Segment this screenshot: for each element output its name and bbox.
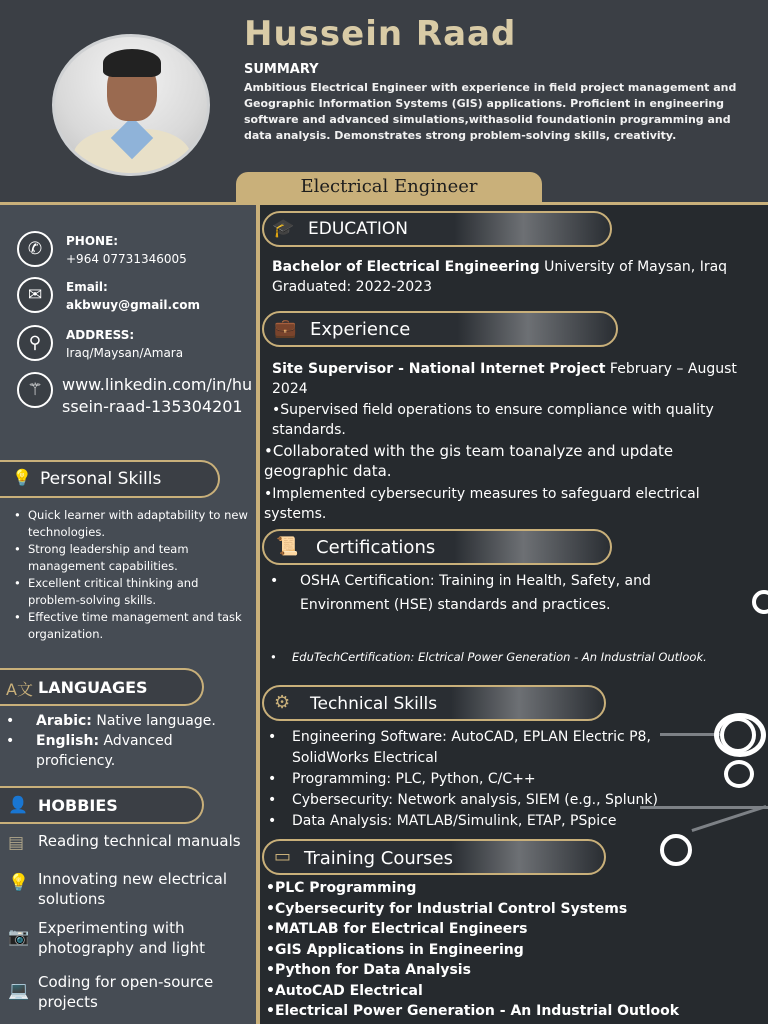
- graduation-cap-icon: 🎓: [272, 218, 295, 239]
- list-item: •Python for Data Analysis: [266, 962, 471, 978]
- address-value: Iraq/Maysan/Amara: [66, 346, 184, 360]
- circuit-line: [691, 805, 766, 832]
- main-content: [260, 205, 768, 1024]
- list-item: • Arabic: Native language.: [6, 711, 236, 731]
- list-item: •PLC Programming: [266, 880, 417, 896]
- technical-skills-title: Technical Skills: [310, 694, 438, 714]
- list-item: • OSHA Certification: Training in Health, Safety, and Environment (HSE) standards and practices.: [264, 569, 704, 617]
- list-item: • Strong leadership and team management capabilities.: [14, 541, 250, 575]
- list-item: •Cybersecurity for Industrial Control Systems: [266, 900, 628, 917]
- education-header: [262, 211, 612, 247]
- list-item: •AutoCAD Electrical: [266, 982, 423, 999]
- job-title: Electrical Engineer: [300, 176, 478, 197]
- list-item: • Engineering Software: AutoCAD, EPLAN Electric P8, SolidWorks Electrical: [262, 727, 692, 769]
- circuit-node: [660, 834, 692, 866]
- list-item: • Data Analysis: MATLAB/Simulink, ETAP, PSpice: [262, 811, 692, 832]
- list-item: •MATLAB for Electrical Engineers: [266, 921, 528, 937]
- hobby-item: Reading technical manuals: [38, 832, 241, 850]
- lightbulb-icon: 💡: [12, 468, 32, 487]
- technical-skills-header: [262, 685, 606, 721]
- experience-role-line: Site Supervisor - National Internet Project February – August 2024: [272, 361, 737, 397]
- experience-item: •Supervised field operations to ensure compliance with quality standards.: [272, 402, 714, 438]
- hobbies-title: HOBBIES: [38, 796, 118, 815]
- personal-skills-title: Personal Skills: [40, 469, 162, 489]
- list-item: • Cybersecurity: Network analysis, SIEM (e.g., Splunk): [262, 790, 692, 811]
- camera-icon: 📷: [8, 927, 30, 947]
- certifications-list: [264, 569, 704, 617]
- list-item: • Quick learner with adaptability to new technologies.: [14, 507, 250, 541]
- languages-header: [0, 668, 204, 706]
- person-icon: 👤: [8, 795, 28, 814]
- phone-label: PHONE:: [66, 234, 119, 248]
- list-item: •GIS Applications in Engineering: [266, 941, 524, 958]
- technical-skills-list: [262, 727, 692, 832]
- personal-skills-list: [14, 507, 250, 643]
- list-item: • Programming: PLC, Python, C/C++: [262, 769, 692, 790]
- languages-list: [6, 711, 236, 771]
- battery-icon: ▭: [274, 846, 292, 867]
- training-list: [266, 878, 736, 1022]
- list-item: • English: Advanced proficiency.: [6, 731, 236, 771]
- linkedin-icon: ⚚: [17, 372, 53, 408]
- candidate-name: Hussein Raad: [244, 14, 517, 54]
- translate-icon: A文: [6, 680, 33, 699]
- gear-icon: ⚙: [274, 692, 291, 713]
- sidebar: [0, 205, 258, 1024]
- certifications-header: [262, 529, 612, 565]
- phone-icon: ✆: [17, 231, 53, 267]
- envelope-icon: ✉: [17, 277, 53, 313]
- personal-skills-header: [0, 460, 220, 498]
- experience-title: Experience: [310, 319, 411, 340]
- summary-text: Ambitious Electrical Engineer with experience in field project management and Geographic Information Systems (GIS) applications. Proficient in engineering software and advanced simulations,withasolid foundationin programming and data analysis. Demonstrates strong problem-solving skills, creativity.: [244, 81, 737, 142]
- circuit-node: [714, 713, 766, 757]
- hobbies-header: [0, 786, 204, 824]
- summary-heading: SUMMARY: [244, 62, 319, 77]
- training-header: [262, 839, 606, 875]
- email-value[interactable]: akbwuy@gmail.com: [66, 298, 200, 312]
- hobby-item: Experimenting with photography and light: [38, 919, 206, 957]
- email-label: Email:: [66, 280, 108, 294]
- hobby-item: Innovating new electrical solutions: [38, 870, 227, 908]
- laptop-icon: 💻: [8, 981, 30, 1001]
- experience-item: •Collaborated with the gis team toanalyze and update geographic data.: [264, 442, 674, 480]
- phone-value: +964 07731346005: [66, 252, 187, 266]
- location-pin-icon: ⚲: [17, 325, 53, 361]
- lightbulb-icon: 💡: [8, 873, 30, 893]
- certifications-title: Certifications: [316, 537, 436, 558]
- experience-header: [262, 311, 618, 347]
- list-item: • Excellent critical thinking and problem-solving skills.: [14, 575, 250, 609]
- training-title: Training Courses: [304, 848, 453, 869]
- circuit-node: [724, 760, 754, 788]
- circuit-node: [752, 590, 768, 614]
- resume-header: [0, 0, 768, 200]
- linkedin-url-line2[interactable]: ssein-raad-135304201: [62, 397, 243, 416]
- list-item: •Electrical Power Generation - An Industrial Outlook: [266, 1003, 680, 1019]
- education-title: EDUCATION: [308, 219, 408, 239]
- education-graduated: Graduated: 2022-2023: [272, 279, 432, 295]
- briefcase-icon: 💼: [274, 318, 297, 339]
- languages-title: LANGUAGES: [38, 678, 148, 697]
- profile-photo: [52, 34, 210, 176]
- experience-item: •Implemented cybersecurity measures to safeguard electrical systems.: [264, 486, 700, 522]
- scroll-icon: 📜: [276, 536, 299, 557]
- hobby-item: Coding for open-source projects: [38, 973, 214, 1011]
- address-label: ADDRESS:: [66, 328, 135, 342]
- book-icon: ▤: [8, 833, 25, 853]
- list-item: • EduTechCertification: Elctrical Power Generation - An Industrial Outlook.: [264, 647, 768, 668]
- linkedin-url-line1[interactable]: www.linkedin.com/in/hu: [62, 375, 253, 394]
- certifications-list-2: [264, 647, 768, 668]
- list-item: • Effective time management and task organization.: [14, 609, 250, 643]
- education-degree-line: Bachelor of Electrical Engineering University of Maysan, Iraq: [272, 259, 728, 275]
